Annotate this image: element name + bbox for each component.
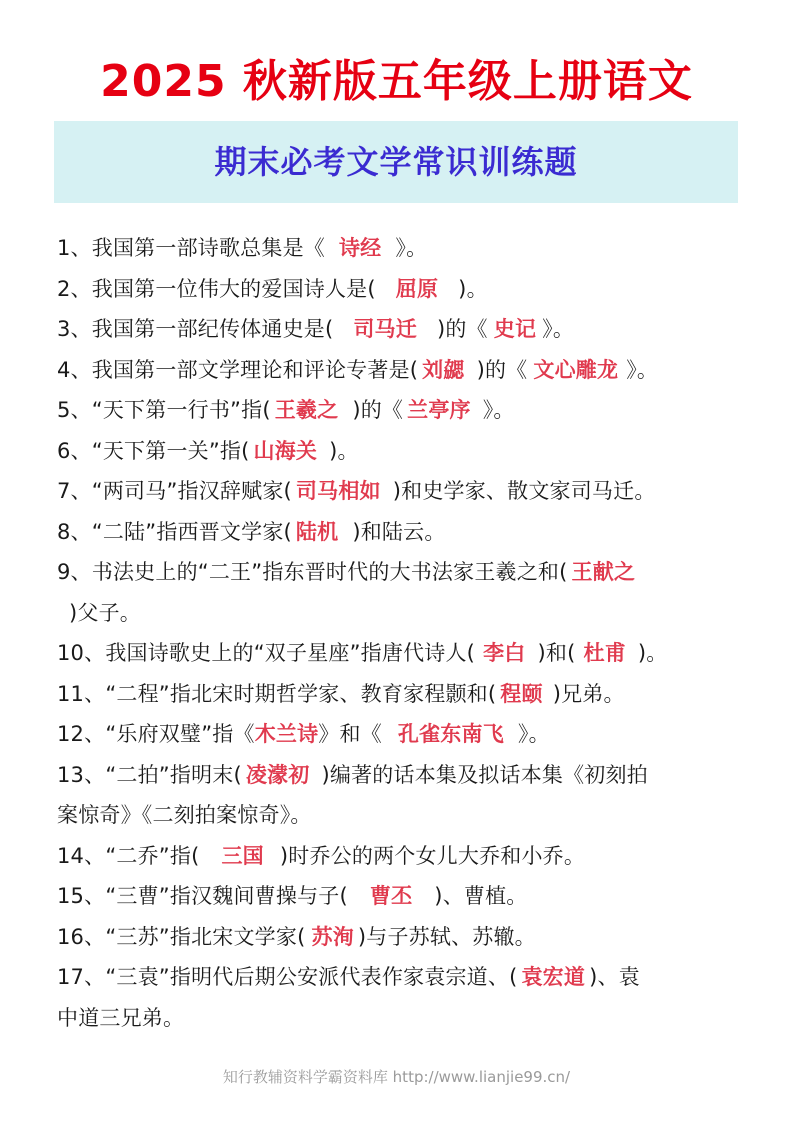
question-number: 6、 bbox=[57, 438, 92, 463]
question-text-mid: )和( bbox=[537, 641, 576, 665]
question-text: 我国第一部文学理论和评论专著是( bbox=[91, 357, 419, 382]
question-item bbox=[57, 957, 747, 998]
question-item-continued bbox=[57, 795, 747, 836]
question-text-mid: )的《 bbox=[352, 398, 404, 422]
question-item bbox=[57, 836, 747, 877]
question-item bbox=[57, 390, 747, 431]
question-text-end: )和陆云。 bbox=[352, 519, 446, 544]
question-number: 5、 bbox=[57, 398, 92, 422]
question-number: 11、 bbox=[57, 681, 106, 706]
question-text: “二乔”指( bbox=[105, 843, 200, 868]
question-text: 我国第一位伟大的爱国诗人是( bbox=[91, 276, 376, 301]
question-number: 2、 bbox=[57, 276, 92, 301]
question-item bbox=[57, 674, 747, 715]
answer-text-2: 兰亭序 bbox=[407, 398, 471, 422]
question-text-end: )时乔公的两个女儿大乔和小乔。 bbox=[279, 843, 586, 868]
question-item bbox=[57, 471, 747, 512]
question-text-end: )。 bbox=[329, 438, 359, 463]
answer-text: 苏洵 bbox=[311, 924, 354, 949]
question-text-end: )父子。 bbox=[69, 600, 141, 625]
page-subtitle: 期末必考文学常识训练题 bbox=[214, 143, 578, 181]
question-number: 15、 bbox=[57, 884, 106, 908]
question-item bbox=[57, 431, 747, 472]
question-text-end: )编著的话本集及拟话本集《初刻拍 bbox=[321, 762, 648, 787]
question-number: 17、 bbox=[57, 965, 106, 989]
question-item bbox=[57, 917, 747, 958]
answer-text-2: 孔雀东南飞 bbox=[397, 722, 504, 746]
question-text-mid: 》和《 bbox=[318, 722, 382, 746]
question-number: 16、 bbox=[57, 924, 106, 949]
question-text-end: )与子苏轼、苏辙。 bbox=[357, 924, 536, 949]
question-text: 我国第一部纪传体通史是( bbox=[91, 317, 334, 341]
question-list bbox=[57, 228, 747, 1038]
question-text-end: )兄弟。 bbox=[552, 681, 625, 706]
question-text: “两司马”指汉辞赋家( bbox=[91, 479, 292, 503]
answer-text: 三国 bbox=[221, 843, 264, 868]
answer-text-2: 史记 bbox=[493, 317, 537, 341]
question-text-end: 》。 bbox=[626, 357, 659, 382]
question-text-end: 》。 bbox=[395, 236, 428, 260]
question-text-end: )。 bbox=[458, 276, 488, 301]
answer-text: 李白 bbox=[483, 641, 526, 665]
question-text: “天下第一关”指( bbox=[91, 438, 250, 463]
question-number: 12、 bbox=[57, 722, 106, 746]
question-text-end: )、曹植。 bbox=[434, 884, 528, 908]
question-item-continued bbox=[57, 593, 747, 634]
question-text-end: 》。 bbox=[482, 398, 515, 422]
answer-text: 曹丕 bbox=[369, 884, 413, 908]
answer-text: 陆机 bbox=[295, 519, 339, 544]
question-number: 9、 bbox=[57, 560, 92, 584]
answer-text-2: 文心雕龙 bbox=[533, 357, 619, 382]
question-number: 10、 bbox=[57, 641, 106, 665]
question-text-mid: )的《 bbox=[436, 317, 488, 341]
question-item bbox=[57, 512, 747, 553]
question-text: “二拍”指明末( bbox=[105, 762, 242, 787]
question-item bbox=[57, 350, 747, 391]
question-text: “二程”指北宋时期哲学家、教育家程颢和( bbox=[105, 681, 497, 706]
question-text: 书法史上的“二王”指东晋时代的大书法家王羲之和( bbox=[91, 560, 568, 584]
question-text: “三曹”指汉魏间曹操与子( bbox=[105, 884, 348, 908]
page-title: 2025 秋新版五年级上册语文 bbox=[100, 56, 693, 107]
question-text-mid: )的《 bbox=[476, 357, 528, 382]
question-text: 我国诗歌史上的“双子星座”指唐代诗人( bbox=[105, 641, 476, 665]
question-item bbox=[57, 269, 747, 310]
answer-text: 司马相如 bbox=[295, 479, 381, 503]
question-text: “三袁”指明代后期公安派代表作家袁宗道、( bbox=[105, 965, 518, 989]
question-number: 8、 bbox=[57, 519, 92, 544]
question-item-continued bbox=[57, 998, 747, 1039]
answer-text: 刘勰 bbox=[422, 357, 465, 382]
answer-text: 屈原 bbox=[395, 276, 439, 301]
answer-text: 程颐 bbox=[500, 681, 543, 706]
answer-text: 袁宏道 bbox=[521, 965, 586, 989]
question-text-end: 》。 bbox=[542, 317, 575, 341]
question-number: 3、 bbox=[57, 317, 92, 341]
question-item bbox=[57, 714, 747, 755]
question-text: “三苏”指北宋文学家( bbox=[105, 924, 306, 949]
question-text-end: )、袁 bbox=[589, 965, 640, 989]
question-text-continued: 中道三兄弟。 bbox=[57, 1005, 185, 1030]
question-item bbox=[57, 755, 747, 796]
answer-text: 山海关 bbox=[253, 438, 318, 463]
question-text: “天下第一行书”指( bbox=[91, 398, 271, 422]
question-text-continued: 案惊奇》《二刻拍案惊奇》。 bbox=[57, 803, 312, 827]
subtitle-banner bbox=[54, 121, 738, 203]
answer-text: 王羲之 bbox=[274, 398, 339, 422]
question-number: 13、 bbox=[57, 762, 106, 787]
question-number: 4、 bbox=[57, 357, 92, 382]
footer-source: 知行教辅资料学霸资料库 http://www.lianjie99.cn/ bbox=[222, 1068, 571, 1086]
answer-text: 木兰诗 bbox=[254, 722, 319, 746]
question-number: 14、 bbox=[57, 843, 106, 868]
answer-text-2: 杜甫 bbox=[583, 641, 626, 665]
answer-text: 凌濛初 bbox=[245, 762, 310, 787]
question-number: 1、 bbox=[57, 236, 92, 260]
question-number: 7、 bbox=[57, 479, 92, 503]
question-item bbox=[57, 876, 747, 917]
answer-text: 王献之 bbox=[571, 560, 636, 584]
question-text-end: )和史学家、散文家司马迁。 bbox=[392, 479, 656, 503]
question-item bbox=[57, 633, 747, 674]
answer-text: 司马迁 bbox=[353, 317, 417, 341]
question-text-end: 》。 bbox=[517, 722, 550, 746]
question-text: 我国第一部诗歌总集是《 bbox=[91, 236, 325, 260]
question-text: “乐府双璧”指《 bbox=[105, 722, 255, 746]
question-text-end: )。 bbox=[637, 641, 668, 665]
question-item bbox=[57, 552, 747, 593]
answer-text: 诗经 bbox=[338, 236, 382, 260]
question-text: “二陆”指西晋文学家( bbox=[91, 519, 292, 544]
question-item bbox=[57, 309, 747, 350]
question-item bbox=[57, 228, 747, 269]
